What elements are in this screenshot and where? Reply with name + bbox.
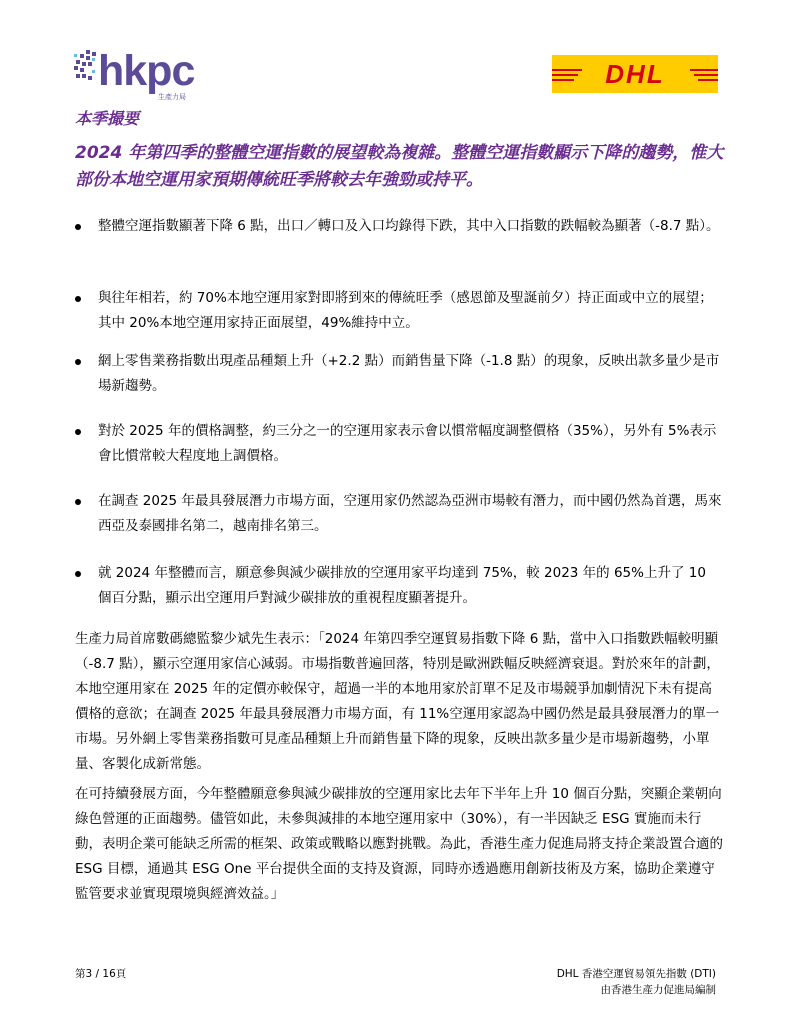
body-paragraph: 生產力局首席數碼總監黎少斌先生表示：「2024 年第四季空運貿易指數下降 6 點，當中入口指數跌幅較明顯（-8.7 點），顯示空運用家信心減弱。市場指數普遍回落，特別是歐洲跌幅反映經濟衰退。對於來年的計劃，本地空運用家在 2025 年的定價亦較保守，超過一半的本地用家於訂單不足及市場競爭加劇情況下未有提高價格的意欲；在調查 2025 年最具發展潛力市場方面，有 11%空運用家認為中國仍然是最具發展潛力的單一市場。另外網上零售業務指數可見產品種類上升而銷售量下降的現象，反映出款多量少是市場新趨勢，小單量、客製化成新常態。: [75, 631, 720, 772]
hkpc-logo-subtitle: 生產力局: [158, 93, 186, 101]
bullet-icon: [75, 224, 81, 230]
footer-info: [557, 966, 716, 998]
bullet-icon: [75, 499, 81, 505]
footer-line: DHL 香港空運貿易領先指數 (DTI): [556, 968, 716, 980]
bullet-icon: [75, 359, 81, 365]
bullet-text: 網上零售業務指數出現產品種類上升（+2.2 點）而銷售量下降（-1.8 點）的現象，反映出款多量少是市場新趨勢。: [98, 353, 720, 394]
hkpc-logo: [72, 46, 222, 102]
body-paragraph: 在可持續發展方面，今年整體願意參與減少碳排放的空運用家比去年下半年上升 10 個百分點，突顯企業朝向綠色營運的正面趨勢。儘管如此，未參與減排的本地空運用家中（30%），有一半因缺乏 ESG 實施而未行動，表明企業可能缺乏所需的框架、政策或戰略以應對挑戰。為此，香港生產力促進局將支持企業設置合適的 ESG 目標，通過其 ESG One 平台提供全面的支持及資源，同時亦透過應用創新技術及方案，協助企業遵守監管要求並實現環境與經濟效益。」: [75, 786, 723, 902]
footer-line: 由香港生產力促進局編制: [600, 984, 716, 996]
bullet-icon: [75, 429, 81, 435]
bullet-text: 整體空運指數顯著下降 6 點，出口／轉口及入口均錄得下跌，其中入口指數的跌幅較為顯著（-8.7 點）。: [98, 218, 720, 234]
hkpc-dots-icon: [72, 50, 98, 86]
bullet-text: 在調查 2025 年最具發展潛力市場方面，空運用家仍然認為亞洲市場較有潛力，而中國仍然為首選，馬來西亞及泰國排名第二，越南排名第三。: [98, 493, 722, 534]
bullet-text: 對於 2025 年的價格調整，約三分之一的空運用家表示會以慣常幅度調整價格（35%），另外有 5%表示會比慣常較大程度地上調價格。: [98, 423, 717, 464]
headline: 2024 年第四季的整體空運指數的展望較為複雜。整體空運指數顯示下降的趨勢，惟大部份本地空運用家預期傳統旺季將較去年強勁或持平。: [75, 143, 724, 190]
bullet-text: 就 2024 年整體而言，願意參與減少碳排放的空運用家平均達到 75%，較 2023 年的 65%上升了 10 個百分點，顯示出空運用戶對減少碳排放的重視程度顯著提升。: [98, 565, 706, 606]
bullet-text: 與往年相若，約 70%本地空運用家對即將到來的傳統旺季（感恩節及聖誕前夕）持正面或中立的展望；其中 20%本地空運用家持正面展望，49%維持中立。: [98, 290, 713, 331]
dhl-logo-wordmark: DHL: [605, 59, 665, 89]
section-title: 本季撮要: [75, 109, 140, 128]
hkpc-logo-wordmark: hkpc: [98, 47, 195, 95]
bullet-icon: [75, 571, 81, 577]
dhl-logo: [552, 55, 718, 93]
bullet-icon: [75, 296, 81, 302]
page-number: 第3 / 16頁: [75, 968, 127, 980]
